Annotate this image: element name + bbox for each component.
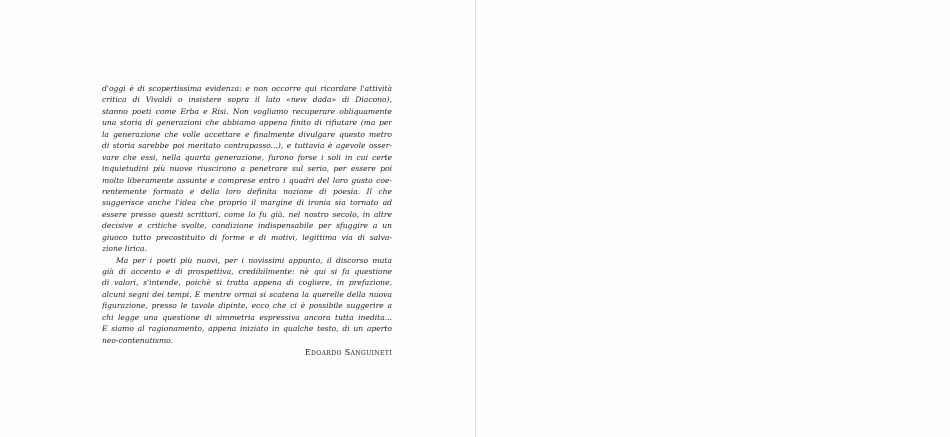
text-line: d'oggi è di scopertissima evidenza: e non occorre qui ricordare l'attività xyxy=(102,84,392,93)
text-line: Ma per i poeti più nuovi, per i novissimi appunto, il discorso muta xyxy=(116,255,392,265)
text-line: decisive e critiche svolte, condizione indispensabile per sfuggire a un xyxy=(102,221,392,231)
text-line: una storia di generazioni che abbiamo appena finito di rifiutare (ma per xyxy=(102,118,392,128)
text-line: chi legge una questione di simmetria espressiva ancora tutta inedita... xyxy=(102,312,392,322)
text-line: vare che essi, nella quarta generazione, furono forse i soli in cui certe xyxy=(102,152,392,162)
text-line: suggerisce anche l'idea che proprio il margine di ironia sia tornato ad xyxy=(102,198,392,208)
text-line: la generazione che volle accettare e finalmente divulgare questo metro xyxy=(102,129,392,139)
text-line: giuoco tutto precostituito di forme e di motivi, legittima via di salva- xyxy=(102,232,392,242)
text-line: inquietudini più nuove riuscirono a penetrare sul serio, per essere poi xyxy=(102,164,392,174)
text-line: zione lirica. xyxy=(102,244,147,254)
text-line: figurazione, presso le tavole dipinte, ecco che ci è possibile suggerire a xyxy=(102,301,392,311)
text-line: E siamo al ragionamento, appena iniziato in qualche testo, di un aperto xyxy=(102,324,392,334)
author-signature: Edoardo Sanguineti xyxy=(304,348,392,358)
right-page-blank xyxy=(476,0,950,437)
text-line: molto liberamente assunte e comprese entro i quadri del loro gusto coe- xyxy=(102,175,392,185)
text-line: neo-contenutismo. xyxy=(102,335,173,345)
text-line: di storia sarebbe poi meritato contrapasso...), e tuttavia è agevole osser- xyxy=(102,141,392,151)
text-line: stanno poeti come Erba e Risi. Non vogliamo recuperare obliquamente xyxy=(102,106,392,116)
text-line: essere presso questi scrittori, come lo fu già, nel nostro secolo, in altre xyxy=(102,209,392,219)
text-line: critica di Vivaldi o insistere sopra il lato «new dada» di Diacono), xyxy=(102,95,392,105)
text-line: rentemente formato e della loro definita nozione di poesia. Il che xyxy=(102,186,392,196)
text-line: già di accento e di prospettiva, credibilmente: nè qui si fa questione xyxy=(102,267,392,276)
text-line: alcuni segni dei tempi. E mentre ormai si scatena la querelle della nuova xyxy=(102,289,392,299)
text-line: di valori, s'intende, poichè si tratta appena di cogliere, in prefazione, xyxy=(102,278,392,288)
essay-text-block xyxy=(102,83,392,359)
